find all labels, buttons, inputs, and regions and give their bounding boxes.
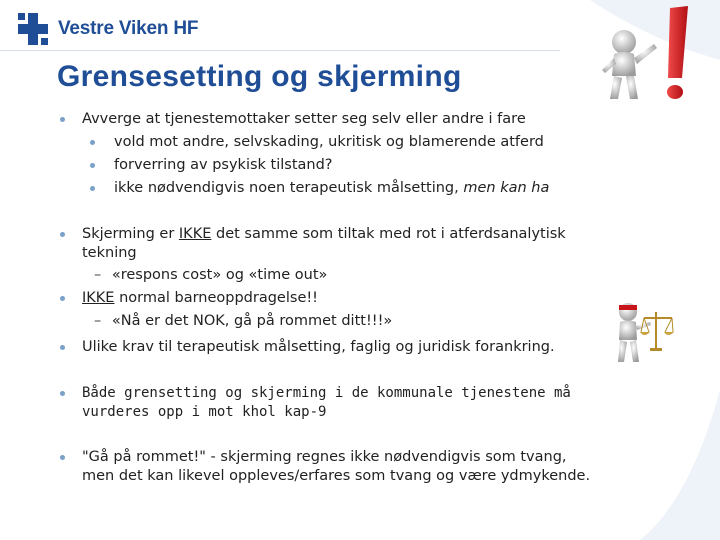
org-name: Vestre Viken HF	[58, 18, 199, 39]
list-item	[82, 289, 318, 308]
list-item: "Gå på rommet!" - skjerming regnes ikke nødvendigvis som tvang,	[82, 449, 567, 465]
list-item-text: det samme som tiltak med rot i atferdsanalytisk	[211, 226, 566, 242]
list-item-text: ikke nødvendigvis noen terapeutisk målsetting,	[114, 180, 464, 196]
list-item-text: «Nå er det NOK, gå på rommet ditt!!!»	[111, 313, 393, 329]
bullet-dot	[60, 232, 65, 237]
list-item-text: Skjerming er	[82, 226, 179, 242]
list-item: Ulike krav til terapeutisk målsetting, faglig og juridisk forankring.	[82, 339, 555, 355]
list-item	[94, 266, 327, 285]
list-item-underlined: IKKE	[178, 226, 212, 242]
list-item-text: normal barneoppdragelse!!	[114, 290, 318, 306]
list-item	[82, 225, 566, 244]
bullet-dot	[90, 140, 95, 145]
list-item-continuation: tekning	[82, 245, 137, 261]
list-item-continuation: men det kan likevel oppleves/erfares som tvang og være ydmykende.	[82, 468, 591, 484]
list-item: Avverge at tjenestemottaker setter seg selv eller andre i fare	[82, 111, 526, 127]
list-item	[114, 179, 549, 198]
list-item: forverring av psykisk tilstand?	[114, 157, 333, 173]
page-title: Grensesetting og skjerming	[57, 60, 462, 93]
dash-marker: –	[94, 267, 102, 283]
dash-marker: –	[94, 313, 102, 329]
bullet-dot	[60, 296, 65, 301]
list-item: Både grensetting og skjerming i de kommunale tjenestene må	[82, 385, 571, 401]
list-item-emphasis: men kan ha	[463, 180, 550, 196]
bullet-dot	[90, 163, 95, 168]
list-item-text: «respons cost» og «time out»	[111, 267, 328, 283]
list-item	[94, 312, 392, 331]
bullet-dot	[60, 345, 65, 350]
list-item: vold mot andre, selvskading, ukritisk og blamerende atferd	[114, 134, 544, 150]
list-item-underlined: IKKE	[82, 290, 115, 306]
bullet-dot	[60, 455, 65, 460]
bullet-dot	[60, 117, 65, 122]
bullet-dot	[90, 186, 95, 191]
list-item-continuation: vurderes opp i mot khol kap-9	[82, 404, 327, 420]
bullet-dot	[60, 391, 65, 396]
